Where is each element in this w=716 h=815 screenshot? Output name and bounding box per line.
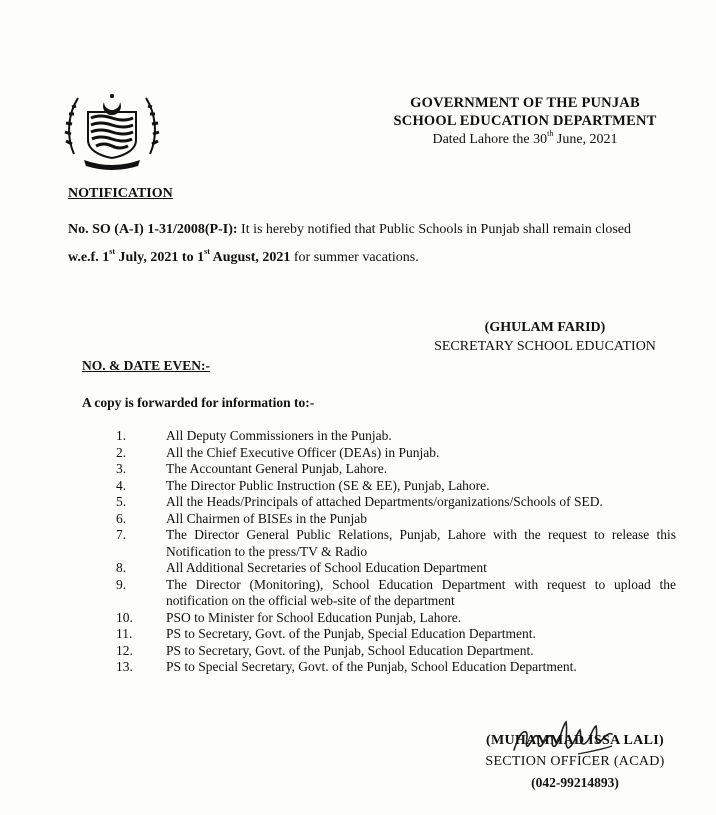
list-item bbox=[116, 560, 676, 577]
punjab-emblem-icon bbox=[64, 84, 160, 172]
list-item-number: 6. bbox=[116, 510, 127, 526]
closure-dates: w.e.f. 1st July, 2021 to 1st August, 2021 bbox=[68, 247, 291, 265]
list-item-text: PS to Secretary, Govt. of the Punjab, Special Education Department. bbox=[166, 626, 536, 641]
list-item bbox=[116, 610, 676, 627]
secretary-name: (GHULAM FARID) bbox=[484, 320, 606, 335]
recipient-list bbox=[116, 428, 676, 676]
list-item-number: 12. bbox=[116, 642, 133, 658]
list-item-text: PSO to Minister for School Education Punjab, Lahore. bbox=[166, 609, 462, 625]
notification-body: No. SO (A-I) 1-31/2008(P-I): It is hereby notified that Public Schools in Punjab shall remain closed w.e.f. 1st July, 2021 to 1st August, 2021 for summer vacations. bbox=[68, 222, 632, 265]
list-item-number: 8. bbox=[116, 560, 127, 575]
list-item-text: The Accountant General Punjab, Lahore. bbox=[166, 461, 388, 476]
list-item-text: All Chairmen of BISEs in the Punjab bbox=[166, 510, 367, 526]
dated-line: Dated Lahore the 30th June, 2021 bbox=[432, 129, 618, 147]
list-item-text: All Additional Secretaries of School Education Department bbox=[166, 560, 487, 575]
list-item bbox=[116, 445, 676, 462]
notification-number: No. SO (A-I) 1-31/2008(P-I): bbox=[68, 222, 238, 237]
list-item bbox=[116, 511, 676, 528]
list-item-text: PS to Secretary, Govt. of the Punjab, School Education Department. bbox=[166, 642, 534, 658]
officer-phone: (042-99214893) bbox=[531, 775, 619, 790]
list-item-number: 1. bbox=[116, 428, 127, 443]
list-item bbox=[116, 577, 676, 610]
list-item-number: 9. bbox=[116, 576, 127, 592]
list-item-text: PS to Special Secretary, Govt. of the Punjab, School Education Department. bbox=[166, 659, 577, 674]
list-item bbox=[116, 626, 676, 643]
copy-forwarded-label: A copy is forwarded for information to:- bbox=[82, 395, 315, 410]
section-officer-signature-block bbox=[470, 730, 680, 794]
list-item bbox=[116, 659, 676, 676]
list-item-number: 4. bbox=[116, 477, 127, 493]
list-item-number: 2. bbox=[116, 444, 127, 460]
list-item-number: 7. bbox=[116, 527, 127, 542]
government-title: GOVERNMENT OF THE PUNJAB bbox=[410, 95, 640, 111]
list-item bbox=[116, 494, 676, 511]
list-item-number: 3. bbox=[116, 461, 127, 476]
officer-designation: SECTION OFFICER (ACAD) bbox=[485, 754, 665, 769]
list-item bbox=[116, 643, 676, 660]
list-item bbox=[116, 478, 676, 495]
list-item-text: The Director Public Instruction (SE & EE), Punjab, Lahore. bbox=[166, 477, 490, 493]
list-item-text: All Deputy Commissioners in the Punjab. bbox=[166, 428, 392, 443]
list-item-text: The Director (Monitoring), School Education Department with request to upload the notification on the official web-site of the department bbox=[166, 576, 676, 608]
secretary-signature-block bbox=[420, 318, 670, 356]
list-item-number: 13. bbox=[116, 659, 133, 674]
list-item-text: All the Heads/Principals of attached Departments/organizations/Schools of SED. bbox=[166, 494, 603, 509]
list-item-number: 10. bbox=[116, 609, 133, 625]
department-title: SCHOOL EDUCATION DEPARTMENT bbox=[393, 113, 657, 129]
even-label: NO. & DATE EVEN:- bbox=[82, 358, 210, 373]
list-item-number: 11. bbox=[116, 626, 133, 641]
secretary-designation: SECRETARY SCHOOL EDUCATION bbox=[434, 339, 656, 354]
letterhead bbox=[360, 94, 690, 149]
notification-heading: NOTIFICATION bbox=[68, 186, 173, 201]
list-item-number: 5. bbox=[116, 494, 127, 509]
list-item-text: The Director General Public Relations, Punjab, Lahore with the request to release this Notification to the press/TV & Radio bbox=[166, 527, 676, 559]
list-item bbox=[116, 527, 676, 560]
list-item-text: All the Chief Executive Officer (DEAs) in Punjab. bbox=[166, 444, 440, 460]
officer-name: (MUHAMMAD ISSA LALI) bbox=[486, 733, 664, 748]
list-item bbox=[116, 428, 676, 445]
list-item bbox=[116, 461, 676, 478]
